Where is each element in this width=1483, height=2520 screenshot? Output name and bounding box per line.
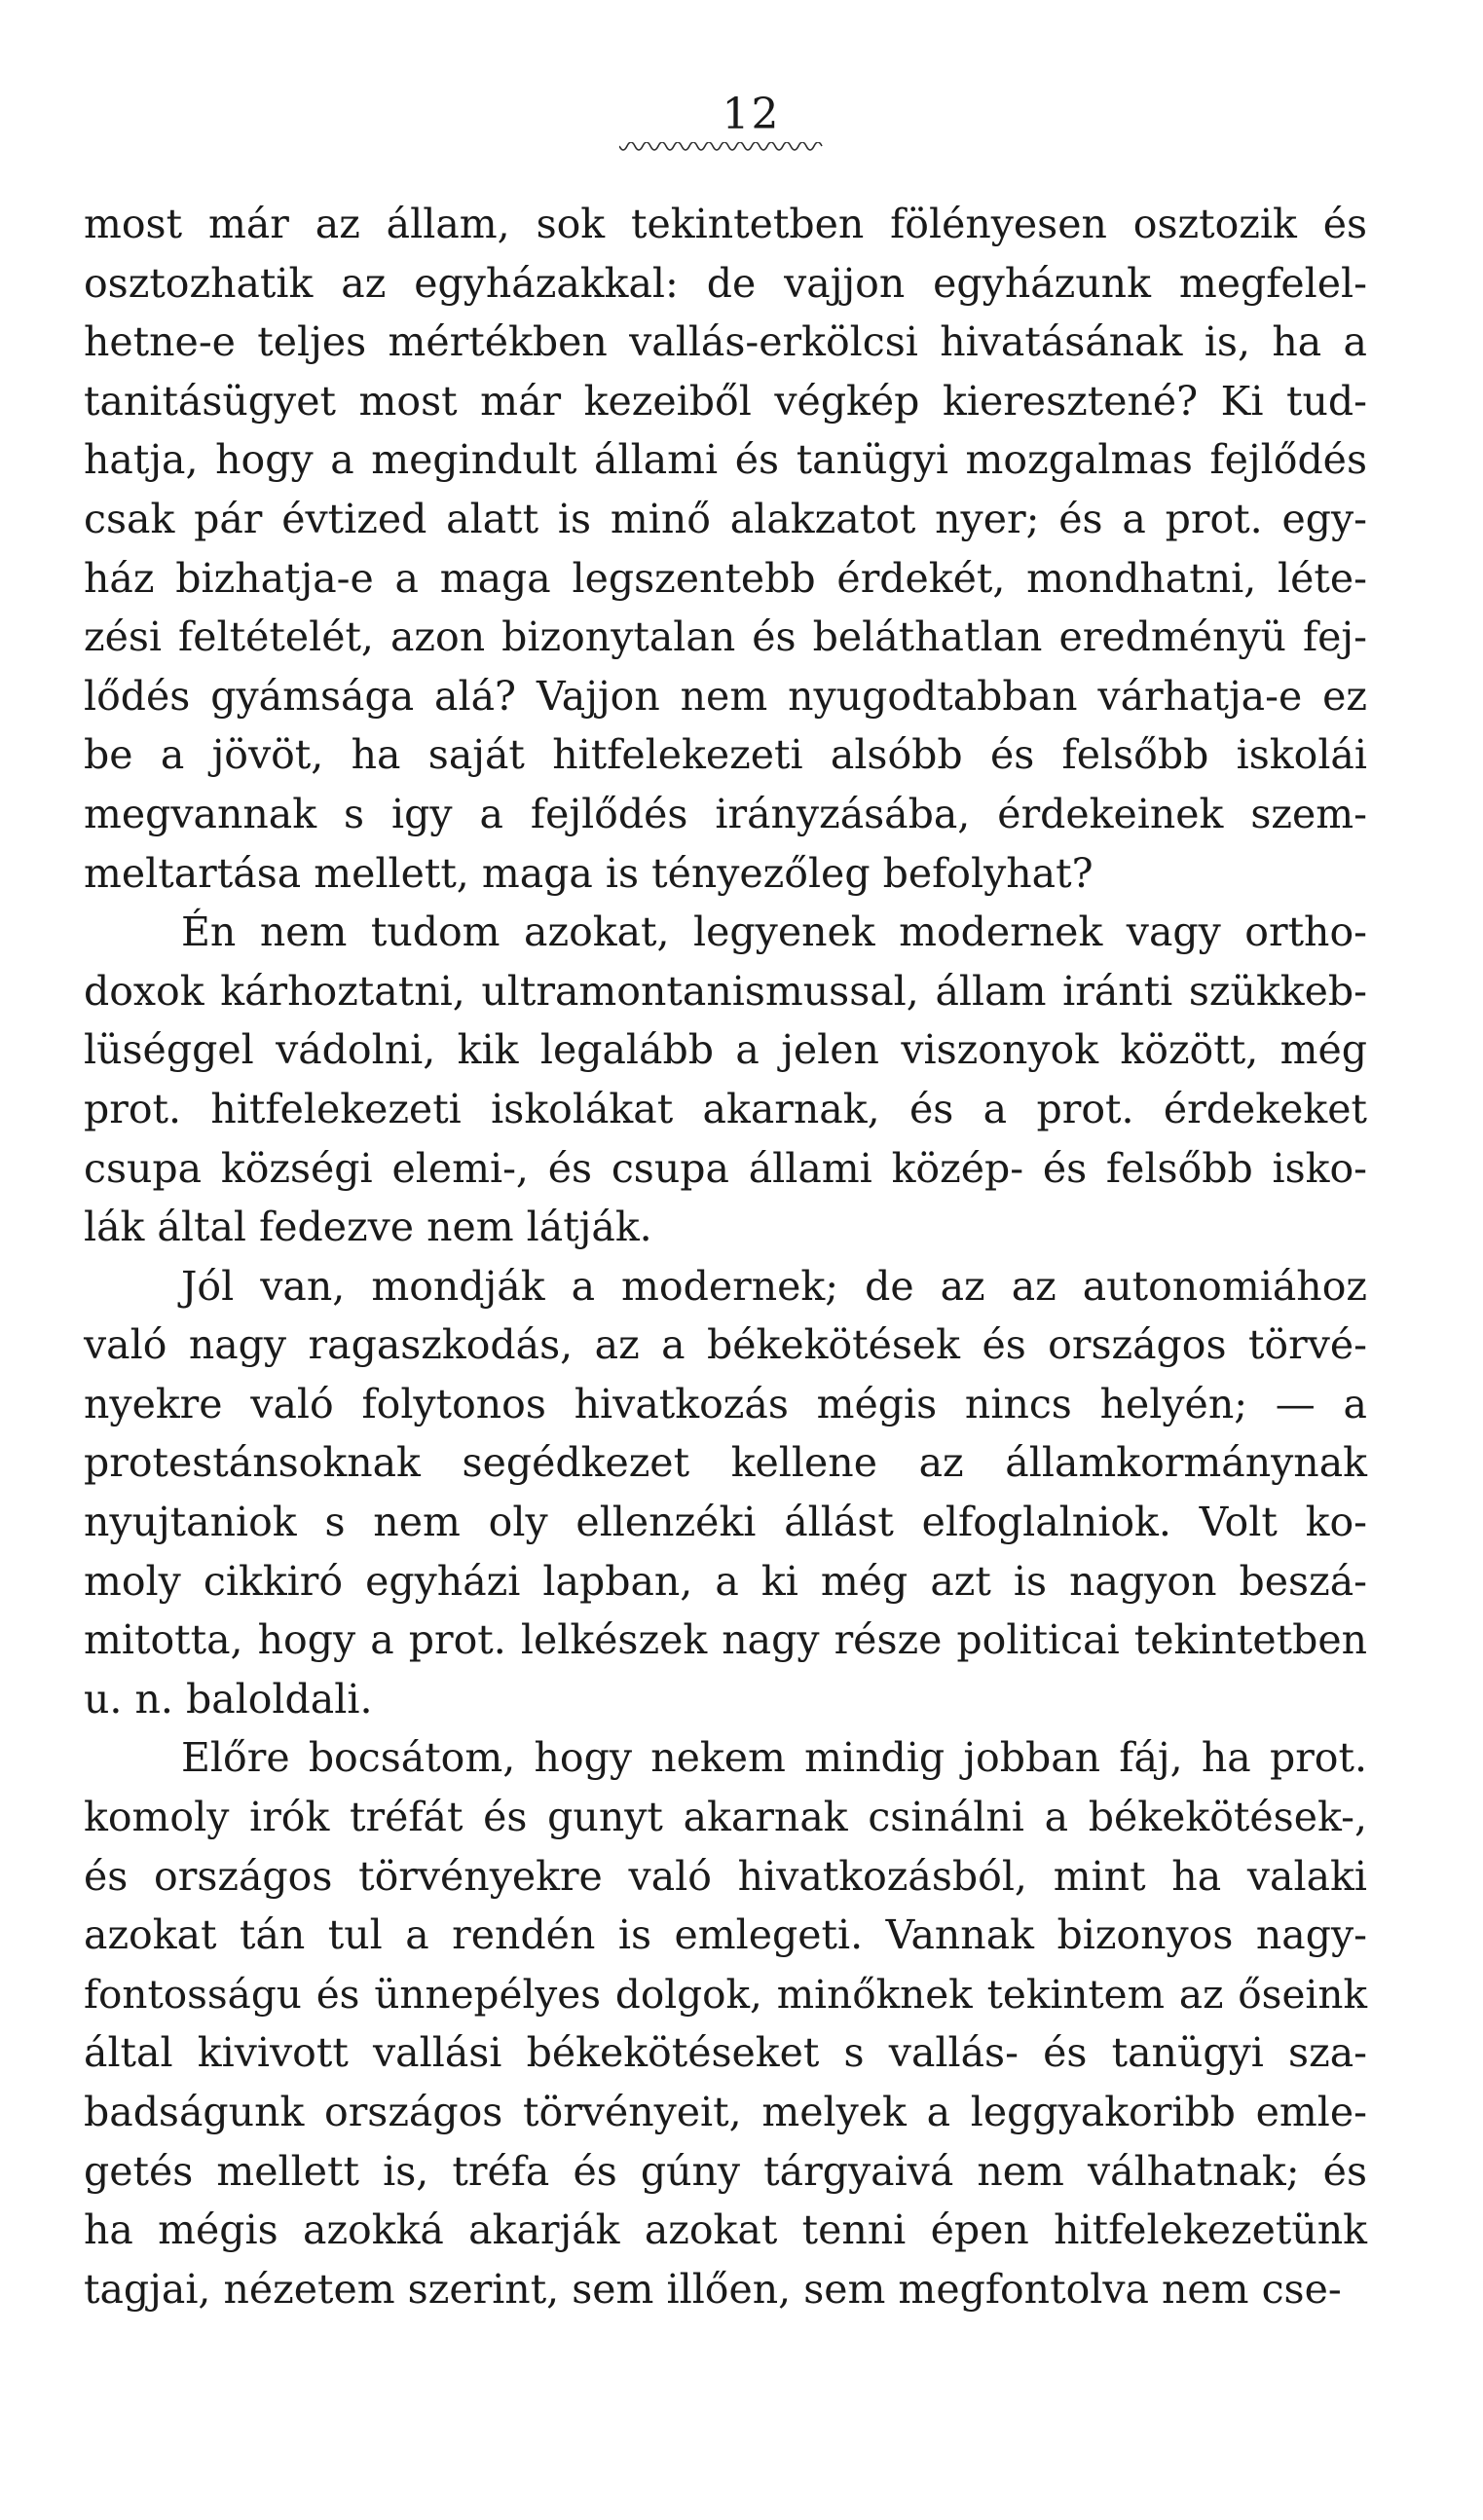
text-line: tagjai, nézetem szerint, sem illően, sem megfontolva nem cse- — [84, 2265, 1342, 2313]
text-line: protestánsoknak segédkezet kellene az államkormánynak — [84, 1439, 1367, 1487]
text-line: csak pár évtized alatt is minő alakzatot nyer; és a prot. egy- — [84, 495, 1367, 542]
text-line: zési feltételét, azon bizonytalan és beláthatlan eredményü fej- — [84, 613, 1367, 661]
text-line: Jól van, mondják a modernek; de az az autonomiához — [181, 1262, 1367, 1310]
text-line: csupa községi elemi-, és csupa állami közép- és felsőbb isko- — [84, 1144, 1367, 1192]
text-line: osztozhatik az egyházakkal: de vajjon egyházunk megfelel- — [84, 259, 1367, 307]
text-line: getés mellett is, tréfa és gúny tárgyaivá nem válhatnak; és — [84, 2147, 1367, 2195]
text-line: ha mégis azokká akarják azokat tenni épen hitfelekezetünk — [84, 2206, 1367, 2254]
text-line: fontosságu és ünnepélyes dolgok, minőknek tekintem az őseink — [84, 1970, 1367, 2018]
text-line: lődés gyámsága alá? Vajjon nem nyugodtabban várhatja-e ez — [84, 672, 1367, 720]
text-line: tanitásügyet most már kezeiből végkép kieresztené? Ki tud- — [84, 377, 1367, 425]
wavy-rule-ornament — [619, 142, 824, 156]
text-line: moly cikkiró egyházi lapban, a ki még azt is nagyon beszá- — [84, 1557, 1367, 1605]
text-line: hatja, hogy a megindult állami és tanügyi mozgalmas fejlődés — [84, 436, 1367, 484]
text-line: hetne-e teljes mértékben vallás-erkölcsi hivatásának is, ha a — [84, 318, 1367, 366]
page-header — [0, 90, 1483, 139]
text-line: nyekre való folytonos hivatkozás mégis nincs helyén; — a — [84, 1380, 1367, 1427]
text-line: ház bizhatja-e a maga legszentebb érdekét, mondhatni, léte- — [84, 554, 1367, 602]
text-line: lák által fedezve nem látják. — [84, 1204, 652, 1251]
text-line: badságunk országos törvényeit, melyek a leggyakoribb emle- — [84, 2089, 1367, 2135]
text-line: lüséggel vádolni, kik legalább a jelen viszonyok között, még — [84, 1026, 1367, 1074]
text-line: meltartása mellett, maga is tényezőleg befolyhat? — [84, 849, 1094, 897]
page-number: 12 — [722, 90, 781, 139]
text-line: való nagy ragaszkodás, az a békekötések és országos törvé- — [84, 1321, 1367, 1369]
text-line: Előre bocsátom, hogy nekem mindig jobban fáj, ha prot. — [181, 1734, 1367, 1782]
text-line: és országos törvényekre való hivatkozásból, mint ha valaki — [84, 1852, 1367, 1900]
text-line: most már az állam, sok tekintetben fölényesen osztozik és — [84, 201, 1367, 247]
body-text — [84, 195, 1367, 2318]
text-line: nyujtaniok s nem oly ellenzéki állást elfoglalniok. Volt ko- — [84, 1499, 1367, 1546]
text-line: megvannak s igy a fejlődés irányzásába, érdekeinek szem- — [84, 790, 1367, 837]
text-line: Én nem tudom azokat, legyenek modernek vagy ortho- — [181, 908, 1367, 956]
text-line: doxok kárhoztatni, ultramontanismussal, állam iránti szükkeb- — [84, 967, 1367, 1015]
text-line: u. n. baloldali. — [84, 1675, 373, 1723]
text-line: azokat tán tul a rendén is emlegeti. Vannak bizonyos nagy- — [84, 1911, 1367, 1959]
text-line: prot. hitfelekezeti iskolákat akarnak, és a prot. érdekeket — [84, 1085, 1367, 1132]
text-line: által kivivott vallási békekötéseket s vallás- és tanügyi sza- — [84, 2029, 1367, 2077]
text-line: komoly irók tréfát és gunyt akarnak csinálni a békekötések-, — [84, 1794, 1367, 1841]
text-line: be a jövöt, ha saját hitfelekezeti alsóbb és felsőbb iskolái — [84, 731, 1367, 779]
text-line: mitotta, hogy a prot. lelkészek nagy része politicai tekintetben — [84, 1616, 1367, 1664]
